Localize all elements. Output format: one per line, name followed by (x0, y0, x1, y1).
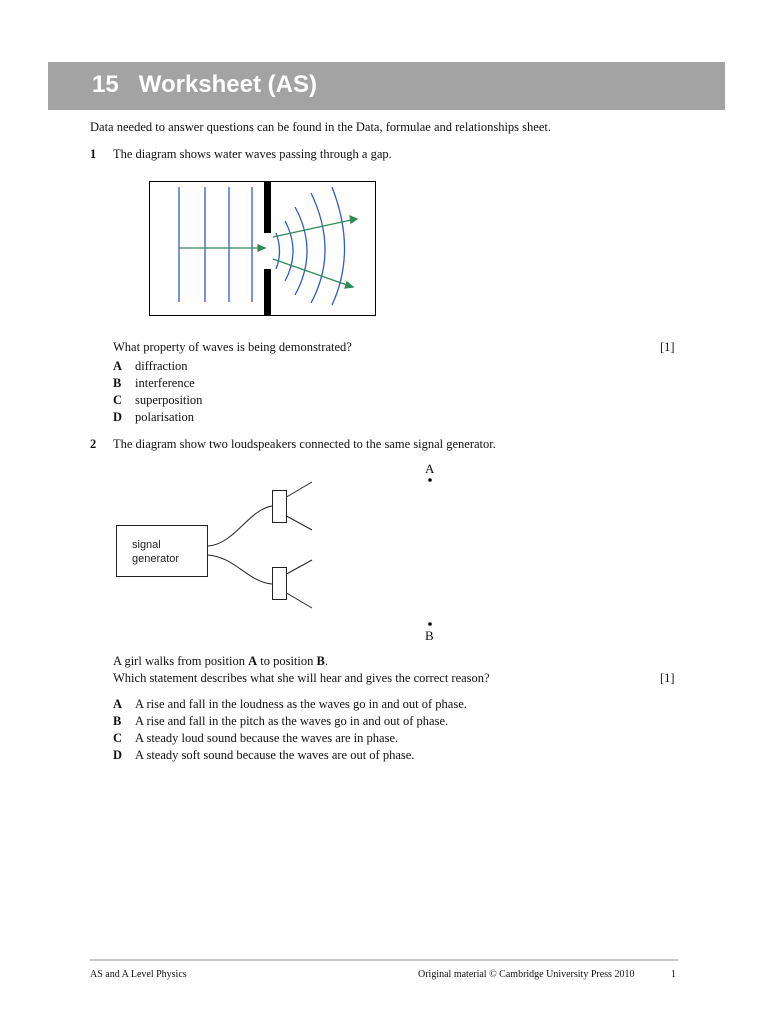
intro-text: Data needed to answer questions can be found in the Data, formulae and relationships sheet. (90, 120, 551, 134)
q2-option-d-letter: D (113, 748, 123, 762)
q2-option-d: A steady soft sound because the waves are out of phase. (135, 748, 415, 762)
q1-option-c-letter: C (113, 393, 123, 407)
q1-option-b-letter: B (113, 376, 122, 390)
q2-option-c-letter: C (113, 731, 123, 745)
q2-option-a-letter: A (113, 697, 123, 711)
q1-option-a-letter: A (113, 359, 123, 373)
q1-option-d: polarisation (135, 410, 195, 424)
q2-question: Which statement describes what she will hear and gives the correct reason? (113, 671, 490, 685)
q2-option-c: A steady loud sound because the waves are in phase. (135, 731, 399, 745)
q2-marks: [1] (660, 671, 675, 685)
q2-option-a: A rise and fall in the loudness as the waves go in and out of phase. (135, 697, 467, 711)
q2-option-b: A rise and fall in the pitch as the waves go in and out of phase. (135, 714, 449, 728)
q2-walk-statement: A girl walks from position A to position B. (113, 654, 328, 668)
q2-stem: The diagram show two loudspeakers connected to the same signal generator. (113, 437, 496, 451)
page-title: 15 Worksheet (AS) (92, 71, 317, 98)
point-b-dot (428, 622, 432, 626)
q1-marks: [1] (660, 340, 675, 354)
q1-option-d-letter: D (113, 410, 123, 424)
point-a-label: A (425, 461, 435, 476)
q2-option-b-letter: B (113, 714, 122, 728)
q1-number: 1 (90, 147, 97, 161)
generator-label-line2: generator (132, 553, 180, 565)
q1-option-c: superposition (135, 393, 203, 407)
footer-page-number: 1 (671, 969, 676, 980)
footer-course: AS and A Level Physics (90, 969, 187, 980)
footer-divider (90, 959, 678, 961)
q2-number: 2 (90, 437, 97, 451)
q1-option-b: interference (135, 376, 195, 390)
point-b-label: B (425, 628, 434, 643)
q1-question: What property of waves is being demonstrated? (113, 340, 352, 354)
q1-stem: The diagram shows water waves passing through a gap. (113, 147, 392, 161)
footer-copyright: Original material © Cambridge University Press 2010 (418, 969, 635, 980)
q1-option-a: diffraction (135, 359, 188, 373)
point-a-dot (428, 478, 432, 482)
generator-label-line1: signal (132, 539, 161, 551)
